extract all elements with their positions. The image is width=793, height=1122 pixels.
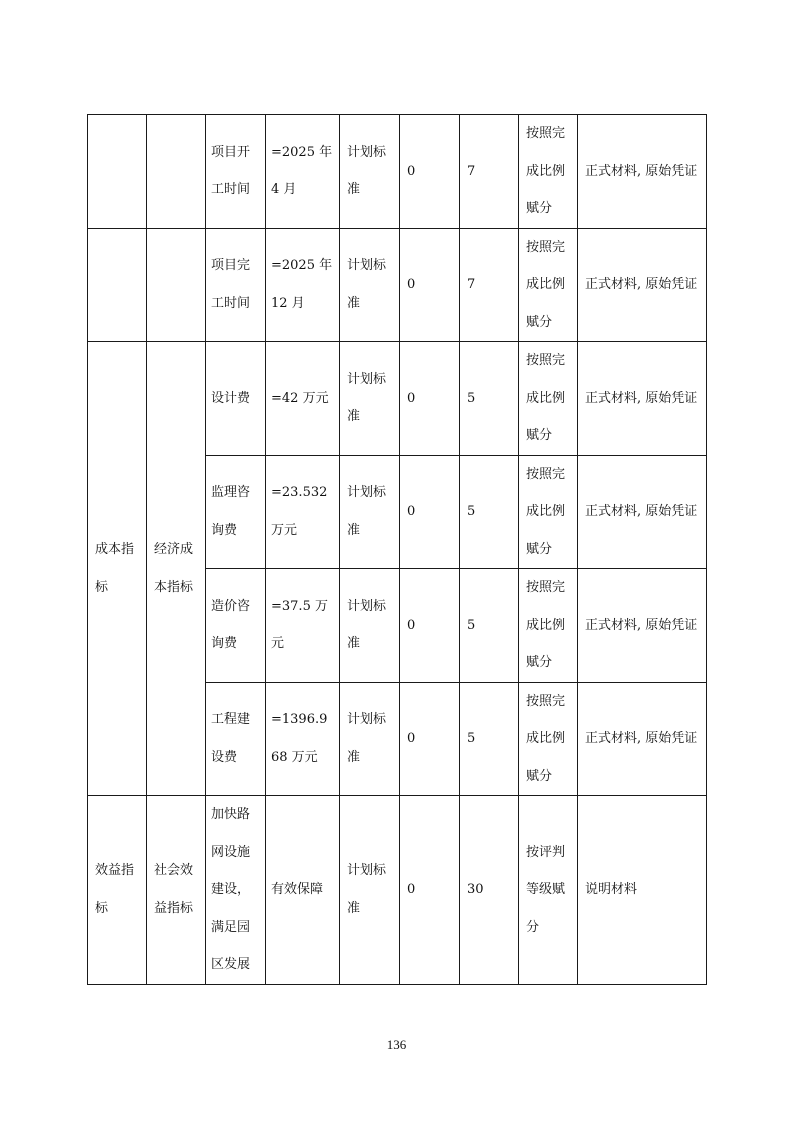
method-cell: 按照完成比例赋分	[519, 342, 578, 456]
method-cell: 按照完成比例赋分	[519, 455, 578, 569]
subcategory-cell	[147, 228, 206, 342]
value-cell: =37.5 万元	[266, 569, 340, 683]
evidence-cell: 正式材料, 原始凭证	[578, 682, 707, 796]
score-cell: 5	[460, 342, 519, 456]
indicator-cell: 设计费	[206, 342, 266, 456]
min-score-cell: 0	[400, 228, 460, 342]
standard-cell: 计划标准	[340, 342, 400, 456]
standard-cell: 计划标准	[340, 682, 400, 796]
indicator-cell: 造价咨询费	[206, 569, 266, 683]
value-cell: =1396.968 万元	[266, 682, 340, 796]
value-cell: =2025 年 12 月	[266, 228, 340, 342]
score-cell: 5	[460, 569, 519, 683]
min-score-cell: 0	[400, 682, 460, 796]
method-cell: 按照完成比例赋分	[519, 569, 578, 683]
evidence-cell: 正式材料, 原始凭证	[578, 115, 707, 229]
min-score-cell: 0	[400, 342, 460, 456]
subcategory-cell: 经济成本指标	[147, 342, 206, 796]
evidence-cell: 正式材料, 原始凭证	[578, 455, 707, 569]
value-cell: =23.532 万元	[266, 455, 340, 569]
indicator-cell: 项目开工时间	[206, 115, 266, 229]
score-cell: 5	[460, 682, 519, 796]
method-cell: 按照完成比例赋分	[519, 682, 578, 796]
category-cell: 成本指标	[88, 342, 147, 796]
indicator-cell: 监理咨询费	[206, 455, 266, 569]
evidence-cell: 正式材料, 原始凭证	[578, 569, 707, 683]
score-cell: 7	[460, 115, 519, 229]
min-score-cell: 0	[400, 455, 460, 569]
category-cell	[88, 115, 147, 229]
value-cell: 有效保障	[266, 796, 340, 985]
category-cell	[88, 228, 147, 342]
value-cell: =42 万元	[266, 342, 340, 456]
min-score-cell: 0	[400, 796, 460, 985]
subcategory-cell: 社会效益指标	[147, 796, 206, 985]
min-score-cell: 0	[400, 115, 460, 229]
min-score-cell: 0	[400, 569, 460, 683]
standard-cell: 计划标准	[340, 455, 400, 569]
table-row	[88, 115, 707, 229]
table-row	[88, 796, 707, 985]
standard-cell: 计划标准	[340, 228, 400, 342]
page-number: 136	[386, 1037, 407, 1052]
table-row	[88, 342, 707, 456]
method-cell: 按照完成比例赋分	[519, 115, 578, 229]
subcategory-cell	[147, 115, 206, 229]
indicator-cell: 加快路网设施建设，满足园区发展	[206, 796, 266, 985]
evidence-cell: 正式材料, 原始凭证	[578, 228, 707, 342]
indicator-cell: 项目完工时间	[206, 228, 266, 342]
method-cell: 按照完成比例赋分	[519, 228, 578, 342]
indicator-table	[87, 114, 707, 985]
standard-cell: 计划标准	[340, 569, 400, 683]
table-row	[88, 228, 707, 342]
indicator-cell: 工程建设费	[206, 682, 266, 796]
score-cell: 5	[460, 455, 519, 569]
category-cell: 效益指标	[88, 796, 147, 985]
value-cell: =2025 年 4 月	[266, 115, 340, 229]
evidence-cell: 正式材料, 原始凭证	[578, 342, 707, 456]
method-cell: 按评判等级赋分	[519, 796, 578, 985]
score-cell: 30	[460, 796, 519, 985]
evidence-cell: 说明材料	[578, 796, 707, 985]
score-cell: 7	[460, 228, 519, 342]
standard-cell: 计划标准	[340, 115, 400, 229]
standard-cell: 计划标准	[340, 796, 400, 985]
